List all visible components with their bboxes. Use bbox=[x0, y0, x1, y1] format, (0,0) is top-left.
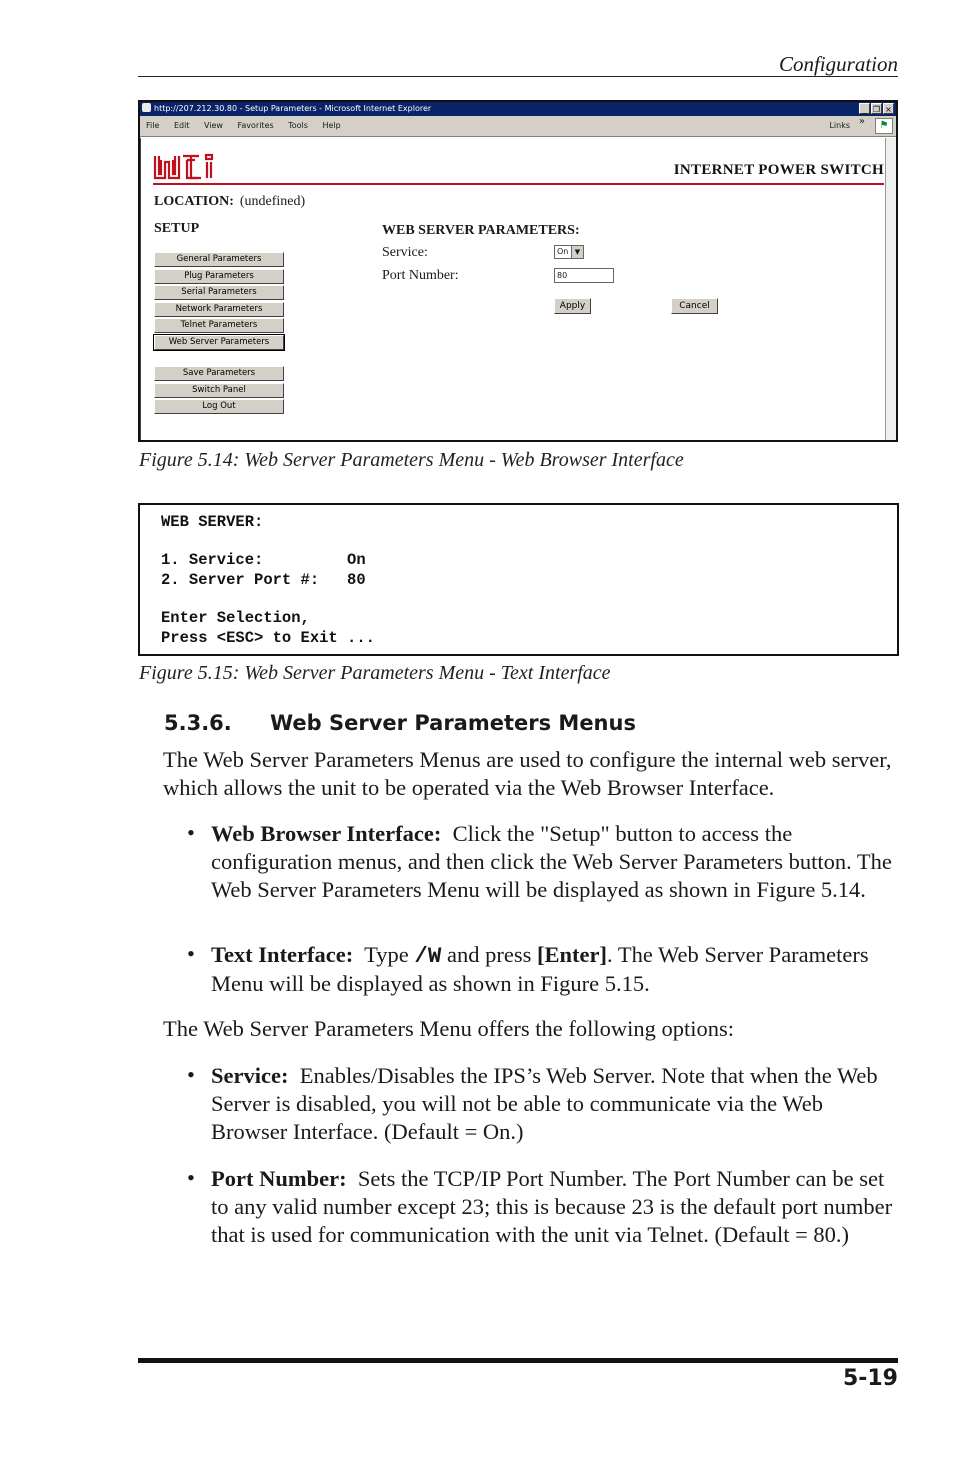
header-rule bbox=[138, 76, 898, 77]
location-line bbox=[154, 194, 305, 210]
list-item bbox=[211, 1165, 901, 1249]
item-text: Sets the TCP/IP Port Number. The Port Number can be set to any valid number except 23; this is because 23 is the default port number that is used for communication with the unit via Telnet. (Default = 80.) bbox=[211, 1166, 893, 1247]
plug-parameters-button[interactable]: Plug Parameters bbox=[154, 269, 284, 284]
footer-rule bbox=[138, 1358, 898, 1363]
bullet-marker: • bbox=[187, 1165, 195, 1190]
port-number-input[interactable]: 80 bbox=[554, 268, 614, 283]
menu-help[interactable]: Help bbox=[322, 121, 341, 130]
key-text: [Enter] bbox=[537, 942, 607, 967]
menu-edit[interactable]: Edit bbox=[173, 121, 190, 130]
item-term: Service: bbox=[211, 1063, 289, 1088]
menu-tools[interactable]: Tools bbox=[288, 121, 308, 130]
wti-logo bbox=[153, 152, 229, 182]
terminal-line: WEB SERVER: bbox=[161, 513, 264, 531]
section-number: 5.3.6. bbox=[164, 711, 232, 735]
location-label: LOCATION: bbox=[154, 194, 234, 209]
vertical-scrollbar[interactable] bbox=[885, 138, 896, 440]
service-label: Service: bbox=[382, 245, 428, 260]
maximize-icon[interactable]: ❐ bbox=[872, 105, 881, 114]
port-number-label: Port Number: bbox=[382, 268, 459, 283]
apply-button[interactable]: Apply bbox=[554, 298, 591, 314]
cancel-button[interactable]: Cancel bbox=[671, 298, 718, 314]
figure-5-15-caption: Figure 5.15: Web Server Parameters Menu - Text Interface bbox=[139, 662, 611, 684]
item-text: Enables/Disables the IPS’s Web Server. Note that when the Web Server is disabled, you will not be able to communicate via the Web Browser Interface. (Default = On.) bbox=[211, 1063, 878, 1144]
item-term: Web Browser Interface: bbox=[211, 821, 442, 846]
windows-flag-icon: ⚑ bbox=[875, 118, 893, 134]
item-text: . The Web Server Parameters Menu will be displayed as shown in Figure 5.15. bbox=[211, 942, 869, 996]
bullet-marker: • bbox=[187, 941, 195, 966]
form-title: WEB SERVER PARAMETERS: bbox=[382, 223, 580, 238]
page-header-title: Configuration bbox=[778, 52, 898, 76]
links-label[interactable]: Links bbox=[829, 121, 850, 130]
item-term: Port Number: bbox=[211, 1166, 347, 1191]
service-select[interactable] bbox=[554, 245, 584, 259]
ie-menu-bar bbox=[140, 116, 896, 137]
terminal-line: Press <ESC> to Exit ... bbox=[161, 629, 375, 647]
network-parameters-button[interactable]: Network Parameters bbox=[154, 302, 284, 317]
title-rule bbox=[153, 183, 884, 185]
minimize-icon[interactable]: _ bbox=[859, 103, 870, 114]
ie-logo-icon bbox=[142, 103, 151, 112]
chevron-down-icon[interactable]: ▼ bbox=[571, 246, 583, 258]
bullet-marker: • bbox=[187, 820, 195, 845]
nav-button-group bbox=[154, 252, 284, 352]
list-item bbox=[211, 820, 901, 904]
web-server-parameters-button[interactable]: Web Server Parameters bbox=[154, 335, 284, 350]
item-term: Text Interface: bbox=[211, 942, 354, 967]
section-intro: The Web Server Parameters Menus are used to configure the internal web server, which allows the unit to be operated via the Web Browser Interface. bbox=[163, 747, 892, 800]
service-select-value: On bbox=[557, 247, 569, 256]
switch-panel-button[interactable]: Switch Panel bbox=[154, 383, 284, 398]
page-number: 5-19 bbox=[842, 1366, 898, 1391]
command-text: /W bbox=[414, 943, 442, 969]
item-text: and press bbox=[447, 942, 532, 967]
ie-window-title: http://207.212.30.80 - Setup Parameters - Microsoft Internet Explorer bbox=[154, 104, 432, 113]
terminal-line: Enter Selection, bbox=[161, 609, 310, 627]
browser-screenshot bbox=[138, 100, 898, 442]
log-out-button[interactable]: Log Out bbox=[154, 399, 284, 414]
text-interface-screen bbox=[138, 503, 899, 656]
item-text: Click the "Setup" button to access the configuration menus, and then click the Web Server Parameters button. The Web Server Parameters Menu will be displayed as shown in Figure 5.14. bbox=[211, 821, 892, 902]
location-value: (undefined) bbox=[239, 194, 306, 209]
save-parameters-button[interactable]: Save Parameters bbox=[154, 366, 284, 381]
nav-button-group-2 bbox=[154, 366, 284, 416]
browser-page bbox=[140, 138, 896, 440]
telnet-parameters-button[interactable]: Telnet Parameters bbox=[154, 318, 284, 333]
list-item bbox=[211, 1062, 901, 1146]
bullet-marker: • bbox=[187, 1062, 195, 1087]
chevron-more-icon[interactable]: » bbox=[858, 116, 865, 127]
menu-view[interactable]: View bbox=[203, 121, 223, 130]
list-item bbox=[211, 941, 901, 998]
menu-file[interactable]: File bbox=[146, 121, 160, 130]
menu-favorites[interactable]: Favorites bbox=[237, 121, 274, 130]
item-text: Type bbox=[364, 942, 409, 967]
terminal-line: 1. Service: On bbox=[161, 551, 366, 569]
general-parameters-button[interactable]: General Parameters bbox=[154, 252, 284, 267]
serial-parameters-button[interactable]: Serial Parameters bbox=[154, 285, 284, 300]
setup-label: SETUP bbox=[154, 221, 200, 236]
section-title: Web Server Parameters Menus bbox=[270, 711, 636, 735]
close-icon[interactable]: × bbox=[883, 103, 894, 114]
ie-title-bar bbox=[140, 102, 896, 116]
terminal-line: 2. Server Port #: 80 bbox=[161, 571, 366, 589]
page-title: INTERNET POWER SWITCH bbox=[673, 162, 884, 178]
figure-5-14-caption: Figure 5.14: Web Server Parameters Menu - Web Browser Interface bbox=[139, 449, 684, 471]
options-intro: The Web Server Parameters Menu offers the following options: bbox=[163, 1016, 734, 1041]
